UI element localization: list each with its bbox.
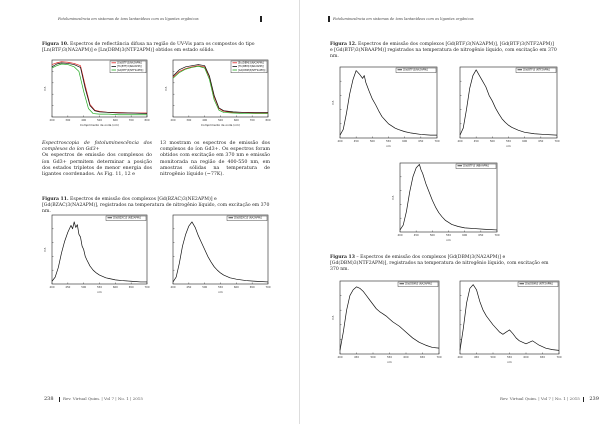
x-tick-label: 400 <box>457 140 463 143</box>
footer-left <box>42 396 143 402</box>
legend-entry: [Gd(BTF)3 (NBAAPM)] <box>463 164 489 168</box>
x-tick-label: 650 <box>128 286 134 289</box>
fig13a-svg <box>330 278 442 364</box>
series-line <box>52 222 147 282</box>
x-tick-label: 550 <box>218 286 223 289</box>
x-tick-label: 400 <box>337 140 343 143</box>
fig11-text: Espectros de emissão dos complexos [Gd(BZAC)3(NE2APM)] e [Gd(BZAC)3(NA2APM)], registrados na temperatura de nitrogênio líquido, com excitação em 370 nm. <box>42 197 270 214</box>
x-tick-label: 500 <box>81 286 87 289</box>
plot-frame <box>340 281 439 354</box>
fig11-label: Figura 11. <box>42 197 69 202</box>
fig12-label: Figura 12. <box>330 42 357 47</box>
x-tick-label: 700 <box>436 356 442 359</box>
series-line <box>173 222 268 282</box>
x-tick-label: 650 <box>420 356 425 359</box>
x-tick-label: 550 <box>387 356 392 359</box>
legend-entry: [Gd(BTF)3(NA2APM)] <box>403 68 429 72</box>
x-tick-label: 600 <box>233 119 239 122</box>
y-axis-label: u.a. <box>42 246 47 253</box>
x-tick-label: 450 <box>65 286 71 289</box>
series-line <box>173 66 268 113</box>
legend-entry: [Gd(DBM)3(NTF2APM)] <box>238 68 266 72</box>
fig10a-chart <box>42 57 150 127</box>
x-axis-label: nm <box>506 144 511 148</box>
plot-frame <box>460 67 557 138</box>
x-tick-label: 500 <box>218 119 223 122</box>
fig10b-chart <box>163 57 271 127</box>
x-tick-label: 650 <box>538 140 544 143</box>
x-tick-label: 300 <box>65 119 71 122</box>
plot-frame <box>340 67 437 138</box>
x-tick-label: 700 <box>144 286 150 289</box>
x-tick-label: 200 <box>49 119 55 122</box>
x-tick-label: 700 <box>128 119 134 122</box>
legend-entry: [Tb(BTF)3(NA2APM)] <box>117 65 142 69</box>
x-axis-label: nm <box>386 144 391 148</box>
x-tick-label: 550 <box>386 140 391 143</box>
legend-entry: [Gd(DBM)3 (NA2APM)] <box>405 282 432 286</box>
y-axis-label: u.a. <box>42 85 47 92</box>
x-tick-label: 600 <box>403 356 409 359</box>
legend-entry: [Tb(DBM)3(NA2APM)] <box>238 65 264 69</box>
footer-bar <box>583 397 585 402</box>
x-tick-label: 500 <box>489 140 495 143</box>
footer-right <box>500 396 600 402</box>
x-tick-label: 500 <box>369 140 375 143</box>
fig13-caption <box>330 255 558 273</box>
col2-text <box>160 141 270 178</box>
fig10b-svg <box>163 57 271 127</box>
col1-text <box>42 141 152 178</box>
running-head-bar <box>260 16 262 22</box>
x-axis-label: nm <box>97 290 102 294</box>
x-tick-label: 650 <box>418 140 424 143</box>
fig10-label: Figura 10. <box>42 42 69 47</box>
fig11b-svg <box>163 212 271 294</box>
x-tick-label: 400 <box>49 286 55 289</box>
fig12a-svg <box>330 64 440 148</box>
x-axis-label: nm <box>507 360 512 364</box>
x-tick-label: 700 <box>265 286 271 289</box>
x-tick-label: 600 <box>523 356 529 359</box>
x-tick-label: 400 <box>337 356 343 359</box>
x-tick-label: 500 <box>490 356 496 359</box>
x-tick-label: 550 <box>507 356 512 359</box>
x-tick-label: 450 <box>473 140 479 143</box>
legend-entry: [Gd(BTF)3(NTF2APM)] <box>117 68 144 72</box>
x-tick-label: 400 <box>397 234 403 237</box>
fig10-text: Espectros de reflectância difusa na região do UV-Vis para os compostos do tipo [Ln(BTF)3(NA2APM)] e [Ln(DBM)3(NTF2APM)] obtidos em estado sólido. <box>42 42 255 53</box>
page-number: 238 <box>44 396 54 402</box>
x-tick-label: 450 <box>354 356 359 359</box>
fig13a-chart <box>330 278 442 364</box>
x-tick-label: 550 <box>506 140 511 143</box>
x-tick-label: 600 <box>112 286 118 289</box>
x-tick-label: 500 <box>429 234 435 237</box>
x-axis-label: nm <box>218 290 223 294</box>
x-tick-label: 700 <box>434 140 440 143</box>
legend-entry: [Gd(BZAC)3 (NE2APM)] <box>113 216 141 220</box>
x-tick-label: 700 <box>556 356 562 359</box>
fig13b-svg <box>450 278 562 364</box>
running-head: Fotoluminesência em sistemas de íons lantanídeos com os ligantes orgânicos <box>333 17 474 21</box>
fig13-text: – Espectros de emissão dos complexos [Gd(DBM)3(NA2APM)] e [Gd(DBM)3(NTF2APM)], registrados na temperatura de nitrogênio líquido, com excitação em 370 nm. <box>330 255 549 272</box>
plot-frame <box>400 163 497 232</box>
x-tick-label: 600 <box>233 286 239 289</box>
col2-paragraph: 13 mostram os espectros de emissão dos complexos do íon Gd3+. Os espectros foram obtidos com excitação em 370 nm e emissão monitorada na região de 400-550 nm, em amostras sólidas na temperatura de nitrogênio líquido (~77K). <box>160 141 270 178</box>
y-axis-label: u.a. <box>163 85 168 92</box>
x-tick-label: 600 <box>112 119 118 122</box>
legend-entry: [Gd(BTF)3 (NTF2APM)] <box>523 68 551 72</box>
x-tick-label: 600 <box>462 234 468 237</box>
legend-entry: [Gd(DBM)3 (NTF2APM)] <box>525 282 554 286</box>
footer-journal: Rev. Virtual Quim. | Vol 7 | No. 1 | 2015 <box>63 396 143 401</box>
x-tick-label: 650 <box>478 234 484 237</box>
fig11b-chart <box>163 212 271 294</box>
x-tick-label: 650 <box>249 286 255 289</box>
x-tick-label: 800 <box>265 119 271 122</box>
x-axis-label: nm <box>446 238 451 242</box>
x-tick-label: 400 <box>170 286 176 289</box>
legend-entry: [Gd(BZAC)3 (NA2APM)] <box>234 216 262 220</box>
y-axis-label: u.a. <box>390 194 395 201</box>
x-tick-label: 600 <box>522 140 528 143</box>
fig11a-svg <box>42 212 150 294</box>
x-tick-label: 700 <box>554 140 560 143</box>
x-tick-label: 400 <box>202 119 208 122</box>
fig13-label: Figura 13 <box>330 255 355 260</box>
x-tick-label: 450 <box>413 234 419 237</box>
x-tick-label: 300 <box>186 119 192 122</box>
fig12b-svg <box>450 64 560 148</box>
footer-bar <box>59 397 61 402</box>
plot-frame <box>52 215 147 284</box>
x-tick-label: 450 <box>353 140 359 143</box>
legend-entry: [Gd(BTF)3(NA2APM)] <box>117 61 143 65</box>
section-title: Espectroscopia de fotoluminescência dos complexos do íon Gd3+ <box>42 141 152 153</box>
fig12a-chart <box>330 64 440 148</box>
x-tick-label: 550 <box>97 286 102 289</box>
x-tick-label: 400 <box>457 356 463 359</box>
x-axis-label: Comprimento de onda (nm) <box>201 123 240 127</box>
x-tick-label: 550 <box>446 234 451 237</box>
x-tick-label: 400 <box>81 119 87 122</box>
fig12c-chart <box>390 160 500 242</box>
x-tick-label: 600 <box>402 140 408 143</box>
x-tick-label: 800 <box>144 119 150 122</box>
plot-frame <box>173 215 268 284</box>
x-tick-label: 700 <box>494 234 500 237</box>
fig12b-chart <box>450 64 560 148</box>
fig12-text: Espectros de emissão dos complexos [Gd(BTF)3(NA2APM)], [Gd(BTF)3(NTF2APM)] e [Gd(BTF)3(NBAAPM)] registrados na temperatura de nitrogênio líquido, com excitação em 370 nm. <box>330 42 557 59</box>
fig12-caption <box>330 42 558 60</box>
x-tick-label: 450 <box>474 356 479 359</box>
fig13b-chart <box>450 278 562 364</box>
fig10a-svg <box>42 57 150 127</box>
legend-entry: [Eu(DBM)3(NA2APM)] <box>238 61 264 65</box>
series-line <box>340 287 439 351</box>
x-tick-label: 500 <box>97 119 102 122</box>
x-tick-label: 450 <box>186 286 192 289</box>
col1-paragraph: Os espectros de emissão dos complexos do íon Gd3+ permitem determinar a posição dos estados tripletos de menor energia dos ligantes coordenados. As Fig. 11, 12 e <box>42 153 152 178</box>
right-page <box>300 0 599 424</box>
y-axis-label: u.a. <box>330 314 335 321</box>
fig12c-svg <box>390 160 500 242</box>
x-tick-label: 500 <box>370 356 376 359</box>
page-number: 239 <box>589 396 599 402</box>
fig11a-chart <box>42 212 150 294</box>
running-head: Fotoluminesência em sistemas de íons lantanídeos com os ligantes orgânicos <box>58 17 199 21</box>
x-tick-label: 700 <box>249 119 255 122</box>
x-tick-label: 650 <box>540 356 545 359</box>
footer-journal: Rev. Virtual Quim. | Vol 7 | No. 1 | 2015 <box>500 396 580 401</box>
series-line <box>400 164 497 230</box>
running-head-bar <box>328 16 330 22</box>
x-tick-label: 500 <box>202 286 208 289</box>
y-axis-label: u.a. <box>330 99 335 106</box>
x-axis-label: nm <box>387 360 392 364</box>
series-line <box>460 70 557 135</box>
x-axis-label: Comprimento de onda (nm) <box>80 123 119 127</box>
plot-frame <box>460 281 559 354</box>
x-tick-label: 200 <box>170 119 176 122</box>
fig10-caption <box>42 42 270 54</box>
